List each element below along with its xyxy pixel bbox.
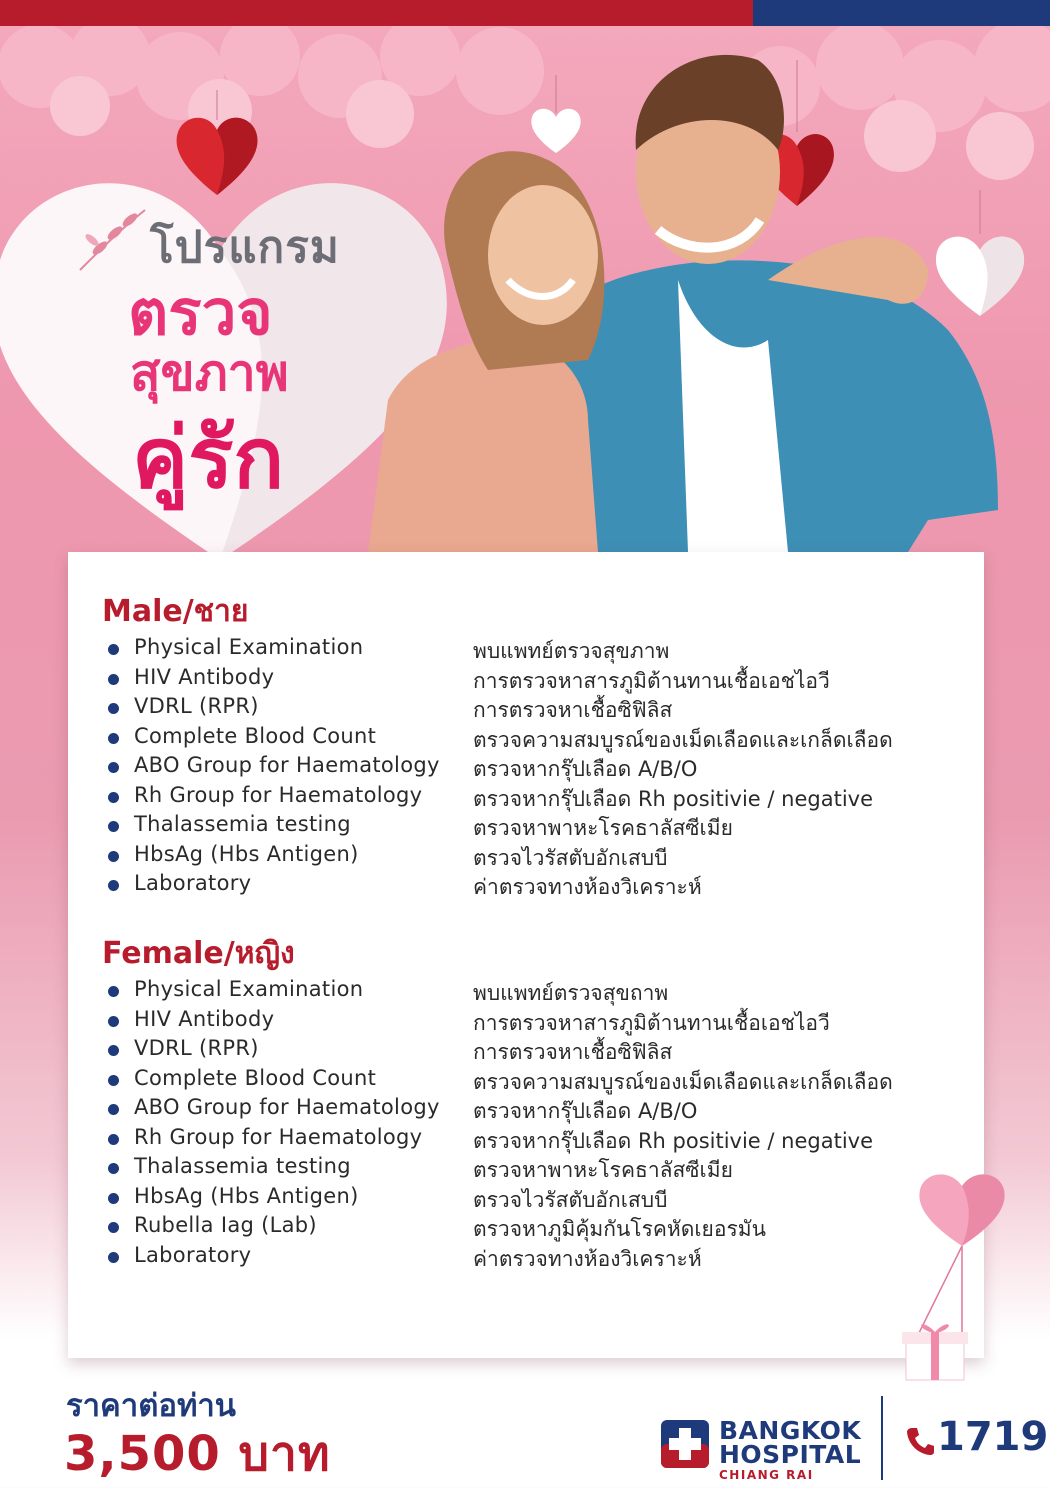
gift-box-icon [902, 1324, 968, 1380]
test-name-th: ตรวจหาพาหะโรคธาลัสซีเมีย [473, 816, 733, 840]
test-name-th: การตรวจหาเชื้อซิฟิลิส [473, 1040, 673, 1064]
test-name-en: Laboratory [134, 871, 252, 895]
bullet-icon [108, 762, 119, 773]
test-name-en: VDRL (RPR) [134, 1036, 259, 1060]
bullet-icon [108, 851, 119, 862]
bullet-icon [108, 703, 119, 714]
hospital-name-line1: BANGKOK [719, 1416, 862, 1445]
test-item [108, 1066, 968, 1095]
test-item [108, 1007, 968, 1036]
test-name-en: HIV Antibody [134, 664, 275, 689]
bullet-icon [108, 1222, 119, 1233]
title-health: สุขภาพ [130, 344, 289, 402]
test-name-en: Rubella Iag (Lab) [134, 1213, 317, 1237]
test-name-th: ค่าตรวจทางห้องวิเคราะห์ [473, 875, 702, 899]
test-name-th: ตรวจไวรัสตับอักเสบบี [473, 845, 668, 870]
bullet-icon [108, 792, 119, 803]
title-program: โปรแกรม [150, 222, 340, 273]
test-name-th: ตรวจไวรัสตับอักเสบบี [473, 1187, 668, 1212]
test-name-en: ABO Group for Haematology [134, 753, 440, 777]
top-bar-blue [753, 0, 1050, 26]
test-item [108, 635, 968, 664]
test-item [108, 753, 968, 782]
test-name-th: ตรวจความสมบูรณ์ของเม็ดเลือดและเกล็ดเลือด [473, 727, 893, 752]
test-item [108, 1243, 968, 1272]
test-item [108, 1184, 968, 1213]
test-item [108, 724, 968, 753]
test-item [108, 1154, 968, 1183]
test-name-en: Rh Group for Haematology [134, 782, 423, 807]
bullet-icon [108, 986, 119, 997]
test-name-en: Thalassemia testing [134, 1154, 351, 1178]
bullet-icon [108, 1252, 119, 1263]
logo-divider [881, 1396, 883, 1480]
test-item [108, 871, 968, 900]
price-label: ราคาต่อท่าน [66, 1388, 236, 1424]
test-item [108, 694, 968, 723]
bullet-icon [108, 1134, 119, 1145]
test-name-en: Complete Blood Count [134, 1065, 377, 1090]
heart-ornament-icon [170, 90, 265, 200]
bullet-icon [108, 1163, 119, 1174]
bullet-icon [108, 1016, 119, 1027]
test-item [108, 1125, 968, 1154]
bullet-icon [108, 821, 119, 832]
hospital-branch: CHIANG RAI [719, 1468, 814, 1482]
test-name-en: Physical Examination [134, 977, 364, 1001]
test-name-th: ตรวจความสมบูรณ์ของเม็ดเลือดและเกล็ดเลือด [473, 1069, 893, 1094]
bullet-icon [108, 1045, 119, 1056]
test-item [108, 1036, 968, 1065]
heart-balloon-icon [900, 1150, 1040, 1400]
bullet-icon [108, 733, 119, 744]
test-item [108, 1095, 968, 1124]
hospital-cross-logo-icon [661, 1420, 709, 1468]
test-name-th: พบแพทย์ตรวจสุขถาพ [473, 981, 669, 1005]
test-name-en: HbsAg (Hbs Antigen) [134, 841, 359, 866]
female-heading: Female/หญิง [102, 936, 295, 971]
couple-photo [368, 40, 1008, 552]
top-bar-red [0, 0, 753, 26]
test-item [108, 783, 968, 812]
test-name-en: Rh Group for Haematology [134, 1124, 423, 1149]
bullet-icon [108, 1075, 119, 1086]
bullet-icon [108, 1104, 119, 1115]
test-name-th: ตรวจหากรุ๊ปเลือด Rh positivie / negative [473, 1128, 873, 1153]
test-name-th: พบแพทย์ตรวจสุขภาพ [473, 639, 670, 663]
test-item [108, 665, 968, 694]
test-name-th: ตรวจหากรุ๊ปเลือด A/B/O [473, 757, 698, 781]
test-item [108, 977, 968, 1006]
test-name-en: HIV Antibody [134, 1006, 275, 1031]
phone-icon [906, 1426, 934, 1456]
bullet-icon [108, 644, 119, 655]
bullet-icon [108, 1193, 119, 1204]
male-heading: Male/ชาย [102, 594, 249, 629]
title-couple: คู่รัก [132, 409, 285, 507]
test-name-en: VDRL (RPR) [134, 694, 259, 718]
price-value: 3,500 บาท [64, 1426, 331, 1482]
top-color-bar [0, 0, 1050, 26]
title-checkup: ตรวจ [128, 276, 273, 349]
test-name-th: ตรวจหากรุ๊ปเลือด A/B/O [473, 1099, 698, 1123]
test-item [108, 812, 968, 841]
test-item [108, 1213, 968, 1242]
bullet-icon [108, 674, 119, 685]
test-name-th: การตรวจหาสารภูมิต้านทานเชื้อเอชไอวี [473, 668, 830, 693]
test-name-en: HbsAg (Hbs Antigen) [134, 1183, 359, 1208]
test-name-th: ค่าตรวจทางห้องวิเคราะห์ [473, 1246, 702, 1271]
hotline-number[interactable]: 1719 [937, 1414, 1049, 1460]
checkup-list-card [68, 552, 984, 1358]
hospital-name-line2: HOSPITAL [719, 1440, 862, 1469]
test-name-th: ตรวจหากรุ๊ปเลือด Rh positivie / negative [473, 786, 873, 811]
test-item [108, 842, 968, 871]
test-name-th: ตรวจหาภูมิคุ้มกันโรคหัดเยอรมัน [473, 1217, 766, 1241]
test-name-en: Complete Blood Count [134, 723, 377, 748]
test-name-en: Thalassemia testing [134, 812, 351, 836]
sprig-icon [70, 200, 150, 280]
test-name-en: Physical Examination [134, 635, 364, 659]
test-name-th: การตรวจหาสารภูมิต้านทานเชื้อเอชไอวี [473, 1010, 830, 1035]
test-name-en: Laboratory [134, 1242, 252, 1267]
hospital-logo-block [655, 1408, 1050, 1488]
bullet-icon [108, 880, 119, 891]
test-name-th: ตรวจหาพาหะโรคธาลัสซีเมีย [473, 1158, 733, 1182]
test-name-en: ABO Group for Haematology [134, 1095, 440, 1119]
test-name-th: การตรวจหาเชื้อซิฟิลิส [473, 698, 673, 722]
